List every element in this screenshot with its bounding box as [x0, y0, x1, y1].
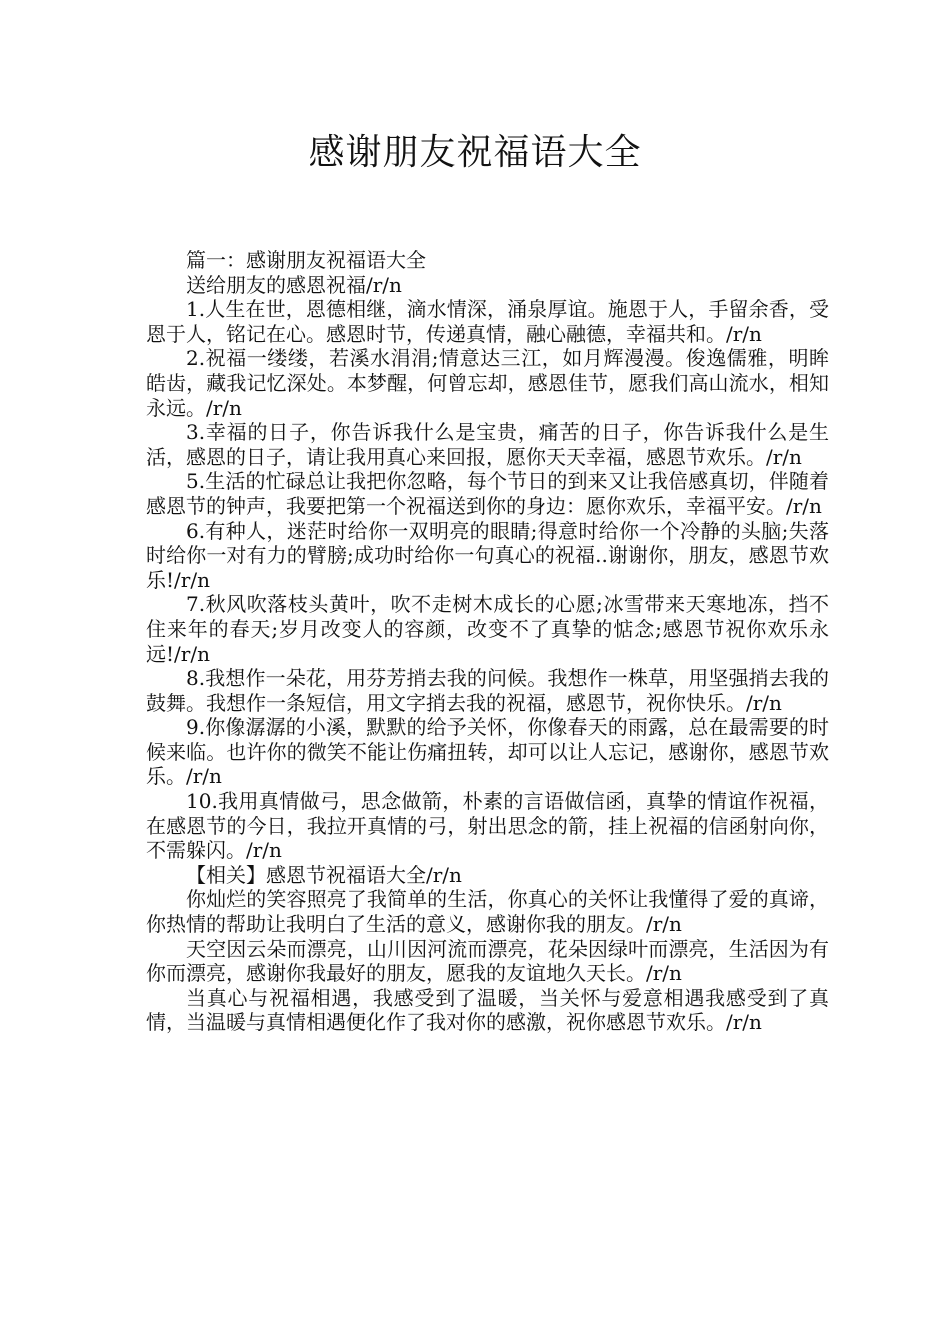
paragraph: 5.生活的忙碌总让我把你忽略，每个节日的到来又让我倍感真切，伴随着感恩节的钟声，我要把第一个祝福送到你的身边：愿你欢乐，幸福平安。/r/n: [146, 469, 829, 518]
document-body: [146, 248, 829, 1035]
paragraph: 8.我想作一朵花，用芬芳捎去我的问候。我想作一株草，用坚强捎去我的鼓舞。我想作一条短信，用文字捎去我的祝福，感恩节，祝你快乐。/r/n: [146, 666, 829, 715]
paragraph: 2.祝福一缕缕，若溪水涓涓;情意达三江，如月辉漫漫。俊逸儒雅，明眸皓齿，藏我记忆深处。本梦醒，何曾忘却，感恩佳节，愿我们高山流水，相知永远。/r/n: [146, 346, 829, 420]
paragraph: 【相关】感恩节祝福语大全/r/n: [186, 862, 462, 887]
paragraph: 篇一：感谢朋友祝福语大全: [186, 248, 426, 272]
paragraph: 9.你像潺潺的小溪，默默的给予关怀，你像春天的雨露，总在最需要的时候来临。也许你的微笑不能让伤痛扭转，却可以让人忘记，感谢你，感恩节欢乐。/r/n: [146, 715, 829, 789]
document-title: 感谢朋友祝福语大全: [308, 132, 642, 173]
paragraph: 你灿烂的笑容照亮了我简单的生活，你真心的关怀让我懂得了爱的真谛，你热情的帮助让我明白了生活的意义，感谢你我的朋友。/r/n: [146, 887, 829, 937]
paragraph: 送给朋友的感恩祝福/r/n: [186, 272, 402, 297]
paragraph: 天空因云朵而漂亮，山川因河流而漂亮，花朵因绿叶而漂亮，生活因为有你而漂亮，感谢你我最好的朋友，愿我的友谊地久天长。/r/n: [146, 936, 829, 986]
paragraph: 10.我用真情做弓，思念做箭，朴素的言语做信函，真挚的情谊作祝福，在感恩节的今日，我拉开真情的弓，射出思念的箭，挂上祝福的信函射向你，不需躲闪。/r/n: [146, 789, 829, 863]
paragraph: 6.有种人，迷茫时给你一双明亮的眼睛;得意时给你一个冷静的头脑;失落时给你一对有力的臂膀;成功时给你一句真心的祝福..谢谢你，朋友，感恩节欢乐!/r/n: [146, 518, 829, 592]
paragraph: 3.幸福的日子，你告诉我什么是宝贵，痛苦的日子，你告诉我什么是生活，感恩的日子，请让我用真心来回报，愿你天天幸福，感恩节欢乐。/r/n: [146, 420, 829, 469]
paragraph: 7.秋风吹落枝头黄叶，吹不走树木成长的心愿;冰雪带来天寒地冻，挡不住来年的春天;岁月改变人的容颜，改变不了真挚的惦念;感恩节祝你欢乐永远!/r/n: [146, 592, 829, 666]
paragraph: 当真心与祝福相遇，我感受到了温暖，当关怀与爱意相遇我感受到了真情，当温暖与真情相遇便化作了我对你的感激，祝你感恩节欢乐。/r/n: [146, 985, 829, 1035]
paragraph: 1.人生在世，恩德相继，滴水情深，涌泉厚谊。施恩于人，手留余香，受恩于人，铭记在心。感恩时节，传递真情，融心融德，幸福共和。/r/n: [146, 297, 829, 346]
